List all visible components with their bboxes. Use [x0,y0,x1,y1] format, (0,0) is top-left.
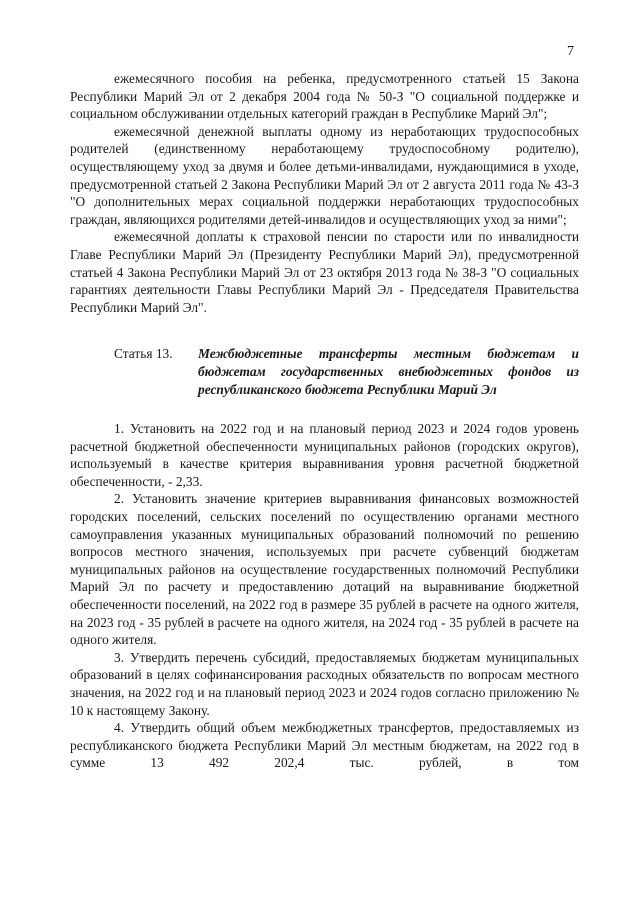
paragraph-disabled-children-care: ежемесячной денежной выплаты одному из неработающих трудоспособных родителей (единственному неработающему трудоспособному родителю), осуществляющему уход за двумя и более детьми-инвалидами, нуждающимися в уходе, предусмотренной статьей 2 Закона Республики Марий Эл от 2 августа 2011 года № 43-З "О дополнительных мерах социальной поддержки неработающих трудоспособных граждан, являющихся родителями детей-инвалидов и осуществляющих уход за ними"; [70,123,579,227]
paragraph-item-1: 1. Установить на 2022 год и на плановый период 2023 и 2024 годов уровень расчетной бюджетной обеспеченности муниципальных районов (городских округов), используемый в качестве критерия выравнивания уровня расчетной бюджетной обеспеченности, - 2,33. [70,421,579,489]
paragraph-pension-supplement: ежемесячной доплаты к страховой пенсии по старости или по инвалидности Главе Республики Марий Эл (Президенту Республики Марий Эл), предусмотренной статьей 4 Закона Республики Марий Эл от 23 октября 2013 года № 38-З "О социальных гарантиях деятельности Главы Республики Марий Эл - Председателя Правительства Республики Марий Эл". [70,229,579,315]
page-number: 7 [567,44,574,59]
article-heading [70,345,579,398]
spacer [70,398,579,420]
paragraph-child-allowance: ежемесячного пособия на ребенка, предусмотренного статьей 15 Закона Республики Марий Эл от 2 декабря 2004 года № 50-З "О социальной поддержке и социальном обслуживании отдельных категорий граждан в Республике Марий Эл"; [70,71,579,122]
paragraph-item-4: 4. Утвердить общий объем межбюджетных трансфертов, предоставляемых из республиканского бюджета Республики Марий Эл местным бюджетам, на 2022 год в сумме 13 492 202,4 тыс. рублей, в том [70,720,579,771]
paragraph-item-3: 3. Утвердить перечень субсидий, предоставляемых бюджетам муниципальных образований в целях софинансирования расходных обязательств по вопросам местного значения, на 2022 год и на плановый период 2023 и 2024 годов согласно приложению № 10 к настоящему Закону. [70,649,579,718]
document-body [70,70,579,772]
paragraph-item-2: 2. Установить значение критериев выравнивания финансовых возможностей городских поселений, сельских поселений по осуществлению органами местного самоуправления указанных муниципальных образований полномочий по решению вопросов местного значения, используемых при расчете субвенций бюджетам муниципальных районов на осуществление государственных полномочий Республики Марий Эл по расчету и предоставлению дотаций на выравнивание бюджетной обеспеченности поселений, на 2022 год в размере 35 рублей в расчете на одного жителя, на 2023 год - 35 рублей в расчете на одного жителя, на 2024 год - 35 рублей в расчете на одного жителя. [70,491,579,648]
article-title: Межбюджетные трансферты местным бюджетам и бюджетам государственных внебюджетных фондов из республиканского бюджета Республики Марий Эл [198,346,579,397]
article-label: Статья 13. [114,346,173,362]
spacer [70,316,579,345]
